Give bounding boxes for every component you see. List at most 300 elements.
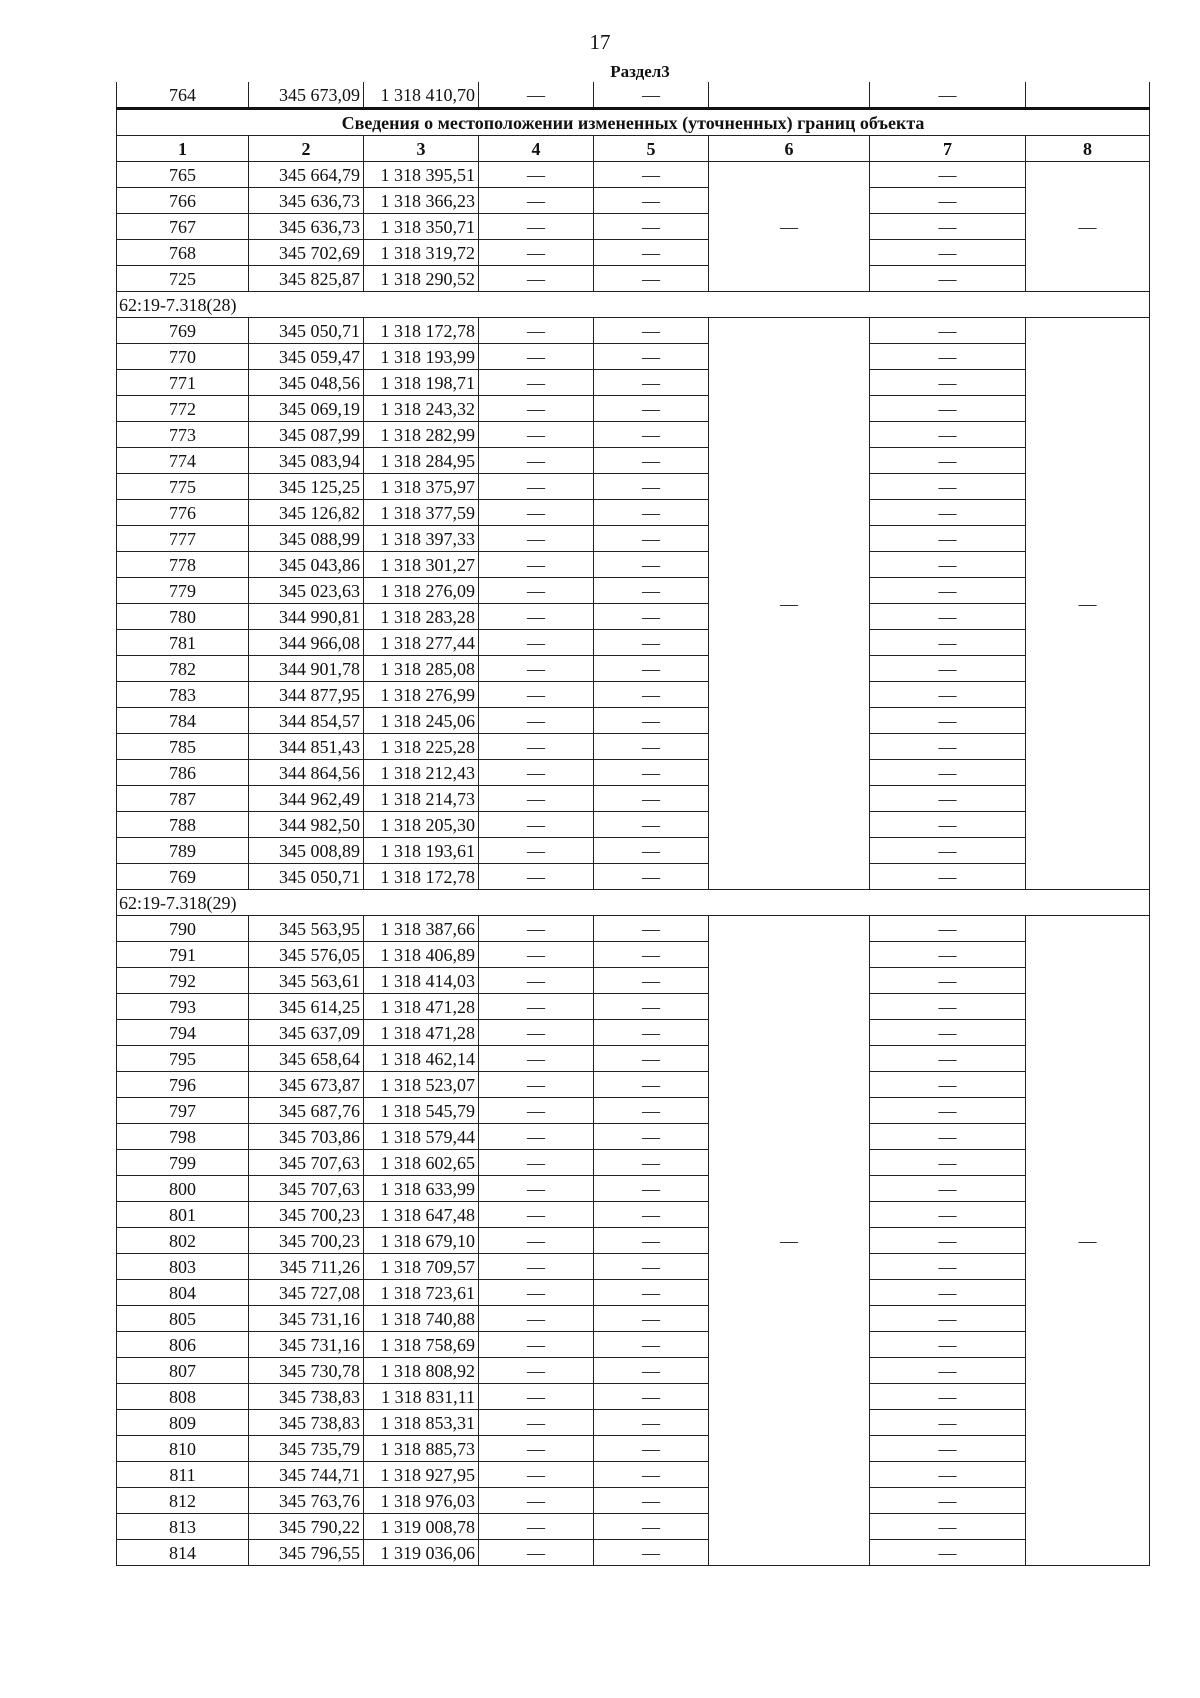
dash-cell: — <box>870 1332 1026 1358</box>
x-coordinate-cell: 345 008,89 <box>249 838 364 864</box>
y-coordinate-cell: 1 318 462,14 <box>364 1046 479 1072</box>
dash-cell: — <box>594 708 709 734</box>
dash-cell: — <box>479 1098 594 1124</box>
dash-cell: — <box>479 82 594 109</box>
dash-cell: — <box>594 786 709 812</box>
y-coordinate-cell: 1 318 758,69 <box>364 1332 479 1358</box>
x-coordinate-cell: 345 664,79 <box>249 162 364 188</box>
y-coordinate-cell: 1 318 545,79 <box>364 1098 479 1124</box>
point-number-cell: 800 <box>117 1176 249 1202</box>
point-number-cell: 796 <box>117 1072 249 1098</box>
dash-cell: — <box>870 760 1026 786</box>
table-row <box>117 968 1150 994</box>
dash-cell: — <box>870 82 1026 109</box>
dash-cell: — <box>594 214 709 240</box>
y-coordinate-cell: 1 318 602,65 <box>364 1150 479 1176</box>
table-row <box>117 1436 1150 1462</box>
x-coordinate-cell: 344 877,95 <box>249 682 364 708</box>
table-row <box>117 188 1150 214</box>
y-coordinate-cell: 1 318 198,71 <box>364 370 479 396</box>
dash-cell: — <box>594 968 709 994</box>
point-number-cell: 793 <box>117 994 249 1020</box>
x-coordinate-cell: 344 901,78 <box>249 656 364 682</box>
x-coordinate-cell: 345 087,99 <box>249 422 364 448</box>
table-row <box>117 1384 1150 1410</box>
y-coordinate-cell: 1 318 679,10 <box>364 1228 479 1254</box>
dash-cell: — <box>594 526 709 552</box>
x-coordinate-cell: 345 700,23 <box>249 1228 364 1254</box>
dash-cell: — <box>594 344 709 370</box>
point-number-cell: 805 <box>117 1306 249 1332</box>
dash-cell: — <box>479 396 594 422</box>
dash-cell: — <box>594 82 709 109</box>
y-coordinate-cell: 1 318 647,48 <box>364 1202 479 1228</box>
dash-cell: — <box>870 994 1026 1020</box>
dash-cell: — <box>870 1046 1026 1072</box>
table-row <box>117 1254 1150 1280</box>
dash-cell: — <box>479 474 594 500</box>
table-row <box>117 1124 1150 1150</box>
cadastral-number-label: 62:19-7.318(29) <box>117 890 1150 916</box>
dash-cell: — <box>479 786 594 812</box>
point-number-cell: 768 <box>117 240 249 266</box>
dash-cell: — <box>479 916 594 942</box>
y-coordinate-cell: 1 318 375,97 <box>364 474 479 500</box>
dash-cell: — <box>479 1410 594 1436</box>
dash-cell: — <box>479 942 594 968</box>
dash-cell: — <box>594 812 709 838</box>
dash-cell: — <box>479 968 594 994</box>
cadastral-number-label: 62:19-7.318(28) <box>117 292 1150 318</box>
dash-cell: — <box>870 266 1026 292</box>
x-coordinate-cell: 344 851,43 <box>249 734 364 760</box>
point-number-cell: 792 <box>117 968 249 994</box>
dash-cell: — <box>594 552 709 578</box>
dash-cell: — <box>479 240 594 266</box>
dash-cell: — <box>479 994 594 1020</box>
table-row <box>117 1150 1150 1176</box>
dash-cell: — <box>479 1150 594 1176</box>
dash-cell: — <box>594 942 709 968</box>
point-number-cell: 725 <box>117 266 249 292</box>
x-coordinate-cell: 345 637,09 <box>249 1020 364 1046</box>
dash-cell: — <box>594 1046 709 1072</box>
merged-column-6-cell: — <box>709 916 870 1566</box>
y-coordinate-cell: 1 318 397,33 <box>364 526 479 552</box>
dash-cell: — <box>870 578 1026 604</box>
table-row <box>117 422 1150 448</box>
table-row <box>117 864 1150 890</box>
table-row <box>117 1488 1150 1514</box>
empty-cell <box>709 82 870 109</box>
dash-cell: — <box>594 1098 709 1124</box>
dash-cell: — <box>594 422 709 448</box>
dash-cell: — <box>594 370 709 396</box>
y-coordinate-cell: 1 318 172,78 <box>364 864 479 890</box>
x-coordinate-cell: 345 825,87 <box>249 266 364 292</box>
dash-cell: — <box>479 214 594 240</box>
y-coordinate-cell: 1 318 831,11 <box>364 1384 479 1410</box>
dash-cell: — <box>594 474 709 500</box>
dash-cell: — <box>594 916 709 942</box>
x-coordinate-cell: 345 636,73 <box>249 214 364 240</box>
merged-column-8-cell: — <box>1026 318 1150 890</box>
x-coordinate-cell: 345 738,83 <box>249 1410 364 1436</box>
dash-cell: — <box>479 864 594 890</box>
dash-cell: — <box>479 1488 594 1514</box>
dash-cell: — <box>594 1020 709 1046</box>
table-row <box>117 318 1150 344</box>
point-number-cell: 791 <box>117 942 249 968</box>
dash-cell: — <box>870 448 1026 474</box>
dash-cell: — <box>870 162 1026 188</box>
dash-cell: — <box>479 708 594 734</box>
point-number-cell: 806 <box>117 1332 249 1358</box>
point-number-cell: 774 <box>117 448 249 474</box>
y-coordinate-cell: 1 318 225,28 <box>364 734 479 760</box>
dash-cell: — <box>870 188 1026 214</box>
dash-cell: — <box>870 1020 1026 1046</box>
dash-cell: — <box>479 370 594 396</box>
dash-cell: — <box>594 1124 709 1150</box>
empty-cell <box>1026 82 1150 109</box>
table-row <box>117 708 1150 734</box>
x-coordinate-cell: 345 043,86 <box>249 552 364 578</box>
dash-cell: — <box>594 1332 709 1358</box>
x-coordinate-cell: 345 673,09 <box>249 82 364 109</box>
dash-cell: — <box>870 1228 1026 1254</box>
y-coordinate-cell: 1 318 214,73 <box>364 786 479 812</box>
y-coordinate-cell: 1 318 976,03 <box>364 1488 479 1514</box>
dash-cell: — <box>479 1332 594 1358</box>
point-number-cell: 769 <box>117 318 249 344</box>
y-coordinate-cell: 1 318 276,99 <box>364 682 479 708</box>
point-number-cell: 814 <box>117 1540 249 1566</box>
y-coordinate-cell: 1 318 723,61 <box>364 1280 479 1306</box>
y-coordinate-cell: 1 318 243,32 <box>364 396 479 422</box>
table-row <box>117 214 1150 240</box>
dash-cell: — <box>594 396 709 422</box>
dash-cell: — <box>594 838 709 864</box>
point-number-cell: 771 <box>117 370 249 396</box>
dash-cell: — <box>594 630 709 656</box>
column-header: 2 <box>249 136 364 162</box>
dash-cell: — <box>479 1280 594 1306</box>
table-row <box>117 942 1150 968</box>
dash-cell: — <box>479 1540 594 1566</box>
x-coordinate-cell: 345 735,79 <box>249 1436 364 1462</box>
table-row <box>117 682 1150 708</box>
dash-cell: — <box>594 318 709 344</box>
table-row <box>117 812 1150 838</box>
dash-cell: — <box>594 864 709 890</box>
dash-cell: — <box>870 942 1026 968</box>
dash-cell: — <box>479 1306 594 1332</box>
y-coordinate-cell: 1 318 709,57 <box>364 1254 479 1280</box>
dash-cell: — <box>594 760 709 786</box>
table-row <box>117 994 1150 1020</box>
y-coordinate-cell: 1 318 377,59 <box>364 500 479 526</box>
table-row <box>117 1020 1150 1046</box>
x-coordinate-cell: 345 083,94 <box>249 448 364 474</box>
dash-cell: — <box>870 1514 1026 1540</box>
group-label-row <box>117 292 1150 318</box>
point-number-cell: 810 <box>117 1436 249 1462</box>
dash-cell: — <box>870 838 1026 864</box>
point-number-cell: 797 <box>117 1098 249 1124</box>
dash-cell: — <box>870 1254 1026 1280</box>
dash-cell: — <box>479 1020 594 1046</box>
dash-cell: — <box>870 214 1026 240</box>
dash-cell: — <box>870 500 1026 526</box>
table-row <box>117 1514 1150 1540</box>
x-coordinate-cell: 344 854,57 <box>249 708 364 734</box>
dash-cell: — <box>594 240 709 266</box>
table-row <box>117 162 1150 188</box>
dash-cell: — <box>870 1280 1026 1306</box>
point-number-cell: 765 <box>117 162 249 188</box>
y-coordinate-cell: 1 318 853,31 <box>364 1410 479 1436</box>
dash-cell: — <box>479 162 594 188</box>
dash-cell: — <box>870 318 1026 344</box>
dash-cell: — <box>594 1410 709 1436</box>
y-coordinate-cell: 1 318 245,06 <box>364 708 479 734</box>
dash-cell: — <box>479 1176 594 1202</box>
y-coordinate-cell: 1 318 387,66 <box>364 916 479 942</box>
y-coordinate-cell: 1 318 471,28 <box>364 994 479 1020</box>
y-coordinate-cell: 1 318 740,88 <box>364 1306 479 1332</box>
x-coordinate-cell: 345 702,69 <box>249 240 364 266</box>
dash-cell: — <box>479 1462 594 1488</box>
table-row <box>117 266 1150 292</box>
table-row <box>117 344 1150 370</box>
x-coordinate-cell: 345 700,23 <box>249 1202 364 1228</box>
column-header: 1 <box>117 136 249 162</box>
point-number-cell: 799 <box>117 1150 249 1176</box>
dash-cell: — <box>479 448 594 474</box>
table-row <box>117 396 1150 422</box>
point-number-cell: 764 <box>117 82 249 109</box>
point-number-cell: 788 <box>117 812 249 838</box>
table-row <box>117 474 1150 500</box>
dash-cell: — <box>479 656 594 682</box>
table-row <box>117 552 1150 578</box>
dash-cell: — <box>479 500 594 526</box>
dash-cell: — <box>479 1124 594 1150</box>
dash-cell: — <box>594 1176 709 1202</box>
coordinates-table <box>116 82 1150 1566</box>
section-title: Раздел3 <box>610 62 670 81</box>
dash-cell: — <box>594 1358 709 1384</box>
table-row <box>117 786 1150 812</box>
dash-cell: — <box>594 1202 709 1228</box>
dash-cell: — <box>870 1436 1026 1462</box>
dash-cell: — <box>870 1488 1026 1514</box>
x-coordinate-cell: 344 962,49 <box>249 786 364 812</box>
dash-cell: — <box>594 1072 709 1098</box>
dash-cell: — <box>870 734 1026 760</box>
dash-cell: — <box>479 1228 594 1254</box>
dash-cell: — <box>479 1436 594 1462</box>
table-row <box>117 1176 1150 1202</box>
dash-cell: — <box>594 1488 709 1514</box>
dash-cell: — <box>870 1540 1026 1566</box>
dash-cell: — <box>870 1124 1026 1150</box>
page-number: 17 <box>589 30 611 54</box>
x-coordinate-cell: 345 563,95 <box>249 916 364 942</box>
y-coordinate-cell: 1 318 350,71 <box>364 214 479 240</box>
dash-cell: — <box>870 1202 1026 1228</box>
point-number-cell: 778 <box>117 552 249 578</box>
column-header: 6 <box>709 136 870 162</box>
dash-cell: — <box>870 1358 1026 1384</box>
dash-cell: — <box>870 1384 1026 1410</box>
dash-cell: — <box>594 994 709 1020</box>
y-coordinate-cell: 1 318 633,99 <box>364 1176 479 1202</box>
dash-cell: — <box>479 188 594 214</box>
y-coordinate-cell: 1 318 172,78 <box>364 318 479 344</box>
point-number-cell: 804 <box>117 1280 249 1306</box>
y-coordinate-cell: 1 318 414,03 <box>364 968 479 994</box>
y-coordinate-cell: 1 318 410,70 <box>364 82 479 109</box>
column-header: 3 <box>364 136 479 162</box>
x-coordinate-cell: 345 731,16 <box>249 1306 364 1332</box>
x-coordinate-cell: 345 703,86 <box>249 1124 364 1150</box>
x-coordinate-cell: 345 050,71 <box>249 318 364 344</box>
dash-cell: — <box>870 1072 1026 1098</box>
x-coordinate-cell: 345 069,19 <box>249 396 364 422</box>
dash-cell: — <box>870 552 1026 578</box>
y-coordinate-cell: 1 318 406,89 <box>364 942 479 968</box>
point-number-cell: 811 <box>117 1462 249 1488</box>
table-row <box>117 1202 1150 1228</box>
dash-cell: — <box>594 578 709 604</box>
x-coordinate-cell: 345 576,05 <box>249 942 364 968</box>
column-header: 8 <box>1026 136 1150 162</box>
point-number-cell: 777 <box>117 526 249 552</box>
dash-cell: — <box>479 1514 594 1540</box>
dash-cell: — <box>479 734 594 760</box>
y-coordinate-cell: 1 318 283,28 <box>364 604 479 630</box>
table-row <box>117 370 1150 396</box>
y-coordinate-cell: 1 318 193,61 <box>364 838 479 864</box>
dash-cell: — <box>594 604 709 630</box>
point-number-cell: 789 <box>117 838 249 864</box>
table-row <box>117 1410 1150 1436</box>
table-row <box>117 448 1150 474</box>
table-row <box>117 1332 1150 1358</box>
table-row <box>117 760 1150 786</box>
dash-cell: — <box>594 188 709 214</box>
table-row <box>117 1046 1150 1072</box>
x-coordinate-cell: 344 864,56 <box>249 760 364 786</box>
x-coordinate-cell: 345 563,61 <box>249 968 364 994</box>
point-number-cell: 773 <box>117 422 249 448</box>
table-row <box>117 604 1150 630</box>
dash-cell: — <box>870 786 1026 812</box>
dash-cell: — <box>479 812 594 838</box>
dash-cell: — <box>594 1462 709 1488</box>
dash-cell: — <box>870 630 1026 656</box>
y-coordinate-cell: 1 318 284,95 <box>364 448 479 474</box>
table-row <box>117 1462 1150 1488</box>
point-number-cell: 790 <box>117 916 249 942</box>
x-coordinate-cell: 345 727,08 <box>249 1280 364 1306</box>
dash-cell: — <box>870 396 1026 422</box>
dash-cell: — <box>479 1202 594 1228</box>
x-coordinate-cell: 345 126,82 <box>249 500 364 526</box>
y-coordinate-cell: 1 318 471,28 <box>364 1020 479 1046</box>
dash-cell: — <box>594 1514 709 1540</box>
merged-column-8-cell: — <box>1026 162 1150 292</box>
x-coordinate-cell: 344 982,50 <box>249 812 364 838</box>
dash-cell: — <box>870 1462 1026 1488</box>
point-number-cell: 785 <box>117 734 249 760</box>
x-coordinate-cell: 345 048,56 <box>249 370 364 396</box>
point-number-cell: 780 <box>117 604 249 630</box>
point-number-cell: 767 <box>117 214 249 240</box>
dash-cell: — <box>594 266 709 292</box>
point-number-cell: 772 <box>117 396 249 422</box>
y-coordinate-cell: 1 318 212,43 <box>364 760 479 786</box>
x-coordinate-cell: 345 125,25 <box>249 474 364 500</box>
dash-cell: — <box>479 604 594 630</box>
column-header-row <box>117 136 1150 162</box>
point-number-cell: 812 <box>117 1488 249 1514</box>
merged-column-6-cell: — <box>709 318 870 890</box>
dash-cell: — <box>870 1150 1026 1176</box>
point-number-cell: 775 <box>117 474 249 500</box>
point-number-cell: 807 <box>117 1358 249 1384</box>
merged-column-8-cell: — <box>1026 916 1150 1566</box>
y-coordinate-cell: 1 318 290,52 <box>364 266 479 292</box>
dash-cell: — <box>479 422 594 448</box>
x-coordinate-cell: 345 711,26 <box>249 1254 364 1280</box>
x-coordinate-cell: 345 023,63 <box>249 578 364 604</box>
x-coordinate-cell: 345 731,16 <box>249 1332 364 1358</box>
y-coordinate-cell: 1 318 193,99 <box>364 344 479 370</box>
dash-cell: — <box>870 474 1026 500</box>
y-coordinate-cell: 1 318 523,07 <box>364 1072 479 1098</box>
dash-cell: — <box>479 526 594 552</box>
point-number-cell: 801 <box>117 1202 249 1228</box>
point-number-cell: 776 <box>117 500 249 526</box>
y-coordinate-cell: 1 318 285,08 <box>364 656 479 682</box>
carry-over-row <box>117 82 1150 109</box>
x-coordinate-cell: 345 687,76 <box>249 1098 364 1124</box>
y-coordinate-cell: 1 318 276,09 <box>364 578 479 604</box>
dash-cell: — <box>870 682 1026 708</box>
dash-cell: — <box>870 1176 1026 1202</box>
dash-cell: — <box>594 682 709 708</box>
dash-cell: — <box>870 526 1026 552</box>
dash-cell: — <box>594 1540 709 1566</box>
y-coordinate-cell: 1 318 282,99 <box>364 422 479 448</box>
dash-cell: — <box>870 422 1026 448</box>
point-number-cell: 784 <box>117 708 249 734</box>
x-coordinate-cell: 345 763,76 <box>249 1488 364 1514</box>
dash-cell: — <box>870 1410 1026 1436</box>
x-coordinate-cell: 345 730,78 <box>249 1358 364 1384</box>
table-row <box>117 1098 1150 1124</box>
group-label-row <box>117 890 1150 916</box>
point-number-cell: 783 <box>117 682 249 708</box>
dash-cell: — <box>479 682 594 708</box>
y-coordinate-cell: 1 318 301,27 <box>364 552 479 578</box>
table-row <box>117 1540 1150 1566</box>
point-number-cell: 802 <box>117 1228 249 1254</box>
dash-cell: — <box>870 968 1026 994</box>
